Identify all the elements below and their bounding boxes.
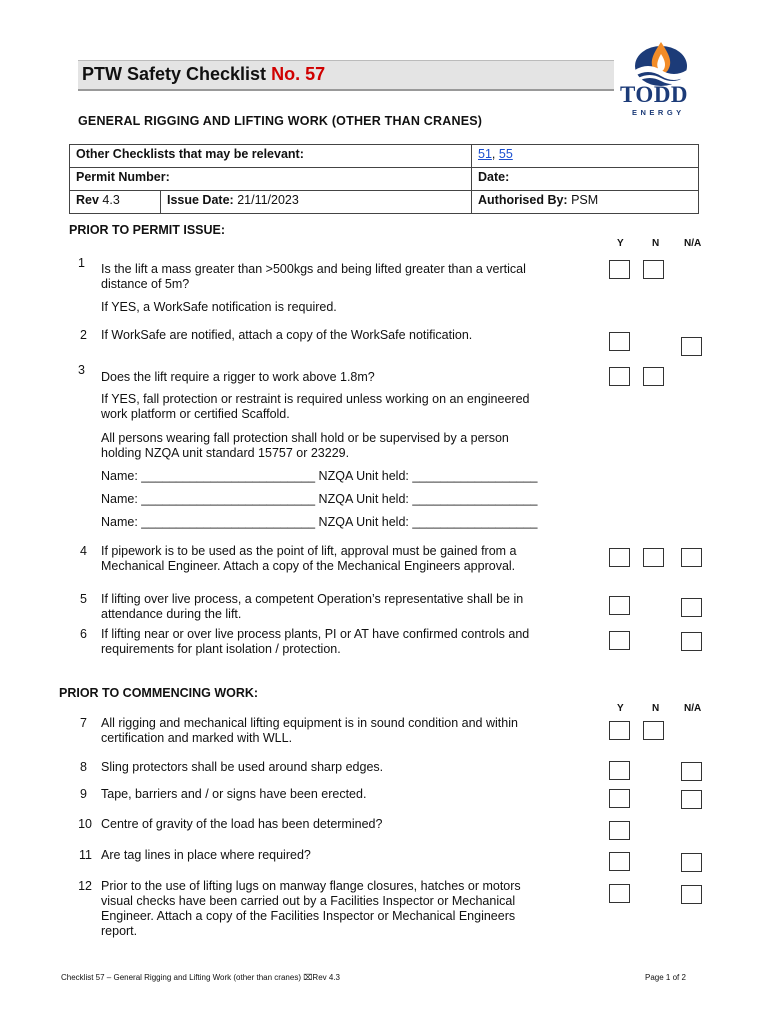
checklist-subtitle: GENERAL RIGGING AND LIFTING WORK (OTHER THAN CRANES): [78, 114, 483, 128]
section-prior-commence: PRIOR TO COMMENCING WORK:: [59, 686, 259, 700]
name-line-1: Name: _________________________ NZQA Unit held: __________________: [101, 469, 538, 483]
item-5-na-checkbox[interactable]: [681, 598, 702, 617]
logo-wordmark: TODD: [620, 82, 689, 107]
name-line-3: Name: _________________________ NZQA Unit held: __________________: [101, 515, 538, 529]
item-3-y-checkbox[interactable]: [609, 367, 630, 386]
item-number: 12: [78, 879, 92, 893]
name-line-2: Name: _________________________ NZQA Unit held: __________________: [101, 492, 538, 506]
item-4-y-checkbox[interactable]: [609, 548, 630, 567]
footer-doc-ref: Checklist 57 – General Rigging and Lifting Work (other than cranes) ⌧Rev 4.3: [61, 973, 340, 982]
item-10-text: Centre of gravity of the load has been determined?: [101, 817, 383, 831]
date-cell: Date:: [471, 167, 699, 191]
item-4-na-checkbox[interactable]: [681, 548, 702, 567]
item-6-y-checkbox[interactable]: [609, 631, 630, 650]
page-title: PTW Safety Checklist No. 57: [82, 64, 326, 84]
section-prior-permit: PRIOR TO PERMIT ISSUE:: [69, 223, 226, 237]
col-header-n: N: [652, 238, 660, 249]
title-bar: [78, 60, 614, 91]
item-8-text: Sling protectors shall be used around sharp edges.: [101, 760, 384, 774]
item-3-note-1: If YES, fall protection or restraint is required unless working on an engineered work platform or certified Scaffold.: [101, 392, 530, 421]
item-7-text: All rigging and mechanical lifting equipment is in sound condition and within certification and marked with WLL.: [101, 716, 518, 745]
checklist-number: No. 57: [271, 64, 326, 84]
item-number: 3: [78, 363, 85, 377]
col-header-na: N/A: [684, 703, 702, 714]
item-4-text: If pipework is to be used as the point of lift, approval must be gained from a Mechanical Engineer. Attach a copy of the Mechanical Engineers approval.: [101, 544, 517, 573]
item-number: 9: [80, 787, 87, 801]
item-4-n-checkbox[interactable]: [643, 548, 664, 567]
checklist-55-link[interactable]: 55: [498, 147, 513, 161]
col-header-na: N/A: [684, 238, 702, 249]
item-9-y-checkbox[interactable]: [609, 789, 630, 808]
logo-subtext: ENERGY: [632, 108, 685, 117]
item-12-text: Prior to the use of lifting lugs on manway flange closures, hatches or motors visual checks have been carried out by a Facilities Inspector or Mechanical Engineer. Attach a copy of the Facilities Inspector or Mechanical Engineers report.: [101, 879, 521, 938]
item-10-y-checkbox[interactable]: [609, 821, 630, 840]
item-1-note: If YES, a WorkSafe notification is required.: [101, 300, 337, 314]
item-number: 6: [80, 627, 87, 641]
item-3-note-2: All persons wearing fall protection shall hold or be supervised by a person holding NZQA unit standard 15757 or 23229.: [101, 431, 509, 460]
item-1-text: Is the lift a mass greater than >500kgs and being lifted greater than a vertical distance of 5m?: [101, 262, 526, 291]
item-12-y-checkbox[interactable]: [609, 884, 630, 903]
info-table: [69, 144, 699, 214]
item-6-text: If lifting near or over live process plants, PI or AT have confirmed controls and requirements for plant isolation / protection.: [101, 627, 530, 656]
item-5-text: If lifting over live process, a competent Operation’s representative shall be in attendance during the lift.: [101, 592, 524, 621]
item-3-n-checkbox[interactable]: [643, 367, 664, 386]
col-header-y: Y: [617, 703, 624, 714]
todd-energy-logo: [618, 40, 704, 120]
item-9-na-checkbox[interactable]: [681, 790, 702, 809]
item-11-y-checkbox[interactable]: [609, 852, 630, 871]
item-8-y-checkbox[interactable]: [609, 761, 630, 780]
issue-date-cell: Issue Date: 21/11/2023: [160, 190, 472, 214]
checklist-51-link[interactable]: 51: [478, 147, 492, 161]
item-9-text: Tape, barriers and / or signs have been erected.: [101, 787, 367, 801]
item-number: 10: [78, 817, 92, 831]
item-8-na-checkbox[interactable]: [681, 762, 702, 781]
rev-cell: Rev 4.3: [69, 190, 161, 214]
item-number: 8: [80, 760, 87, 774]
item-number: 4: [80, 544, 87, 558]
footer-page-number: Page 1 of 2: [645, 973, 686, 982]
related-links-cell: 51, 55: [471, 144, 699, 168]
other-checklists-cell: Other Checklists that may be relevant:: [69, 144, 472, 168]
item-number: 1: [78, 256, 85, 270]
item-number: 11: [79, 848, 92, 862]
item-number: 5: [80, 592, 87, 606]
authorised-by-cell: Authorised By: PSM: [471, 190, 699, 214]
item-12-na-checkbox[interactable]: [681, 885, 702, 904]
item-7-y-checkbox[interactable]: [609, 721, 630, 740]
item-1-n-checkbox[interactable]: [643, 260, 664, 279]
permit-number-cell: Permit Number:: [69, 167, 472, 191]
col-header-n: N: [652, 703, 660, 714]
item-3-text: Does the lift require a rigger to work above 1.8m?: [101, 370, 375, 384]
item-11-text: Are tag lines in place where required?: [101, 848, 311, 862]
item-number: 2: [80, 328, 87, 342]
col-header-y: Y: [617, 238, 624, 249]
item-6-na-checkbox[interactable]: [681, 632, 702, 651]
item-5-y-checkbox[interactable]: [609, 596, 630, 615]
item-7-n-checkbox[interactable]: [643, 721, 664, 740]
item-2-text: If WorkSafe are notified, attach a copy of the WorkSafe notification.: [101, 328, 473, 342]
item-2-na-checkbox[interactable]: [681, 337, 702, 356]
item-1-y-checkbox[interactable]: [609, 260, 630, 279]
item-number: 7: [80, 716, 87, 730]
item-11-na-checkbox[interactable]: [681, 853, 702, 872]
item-2-y-checkbox[interactable]: [609, 332, 630, 351]
